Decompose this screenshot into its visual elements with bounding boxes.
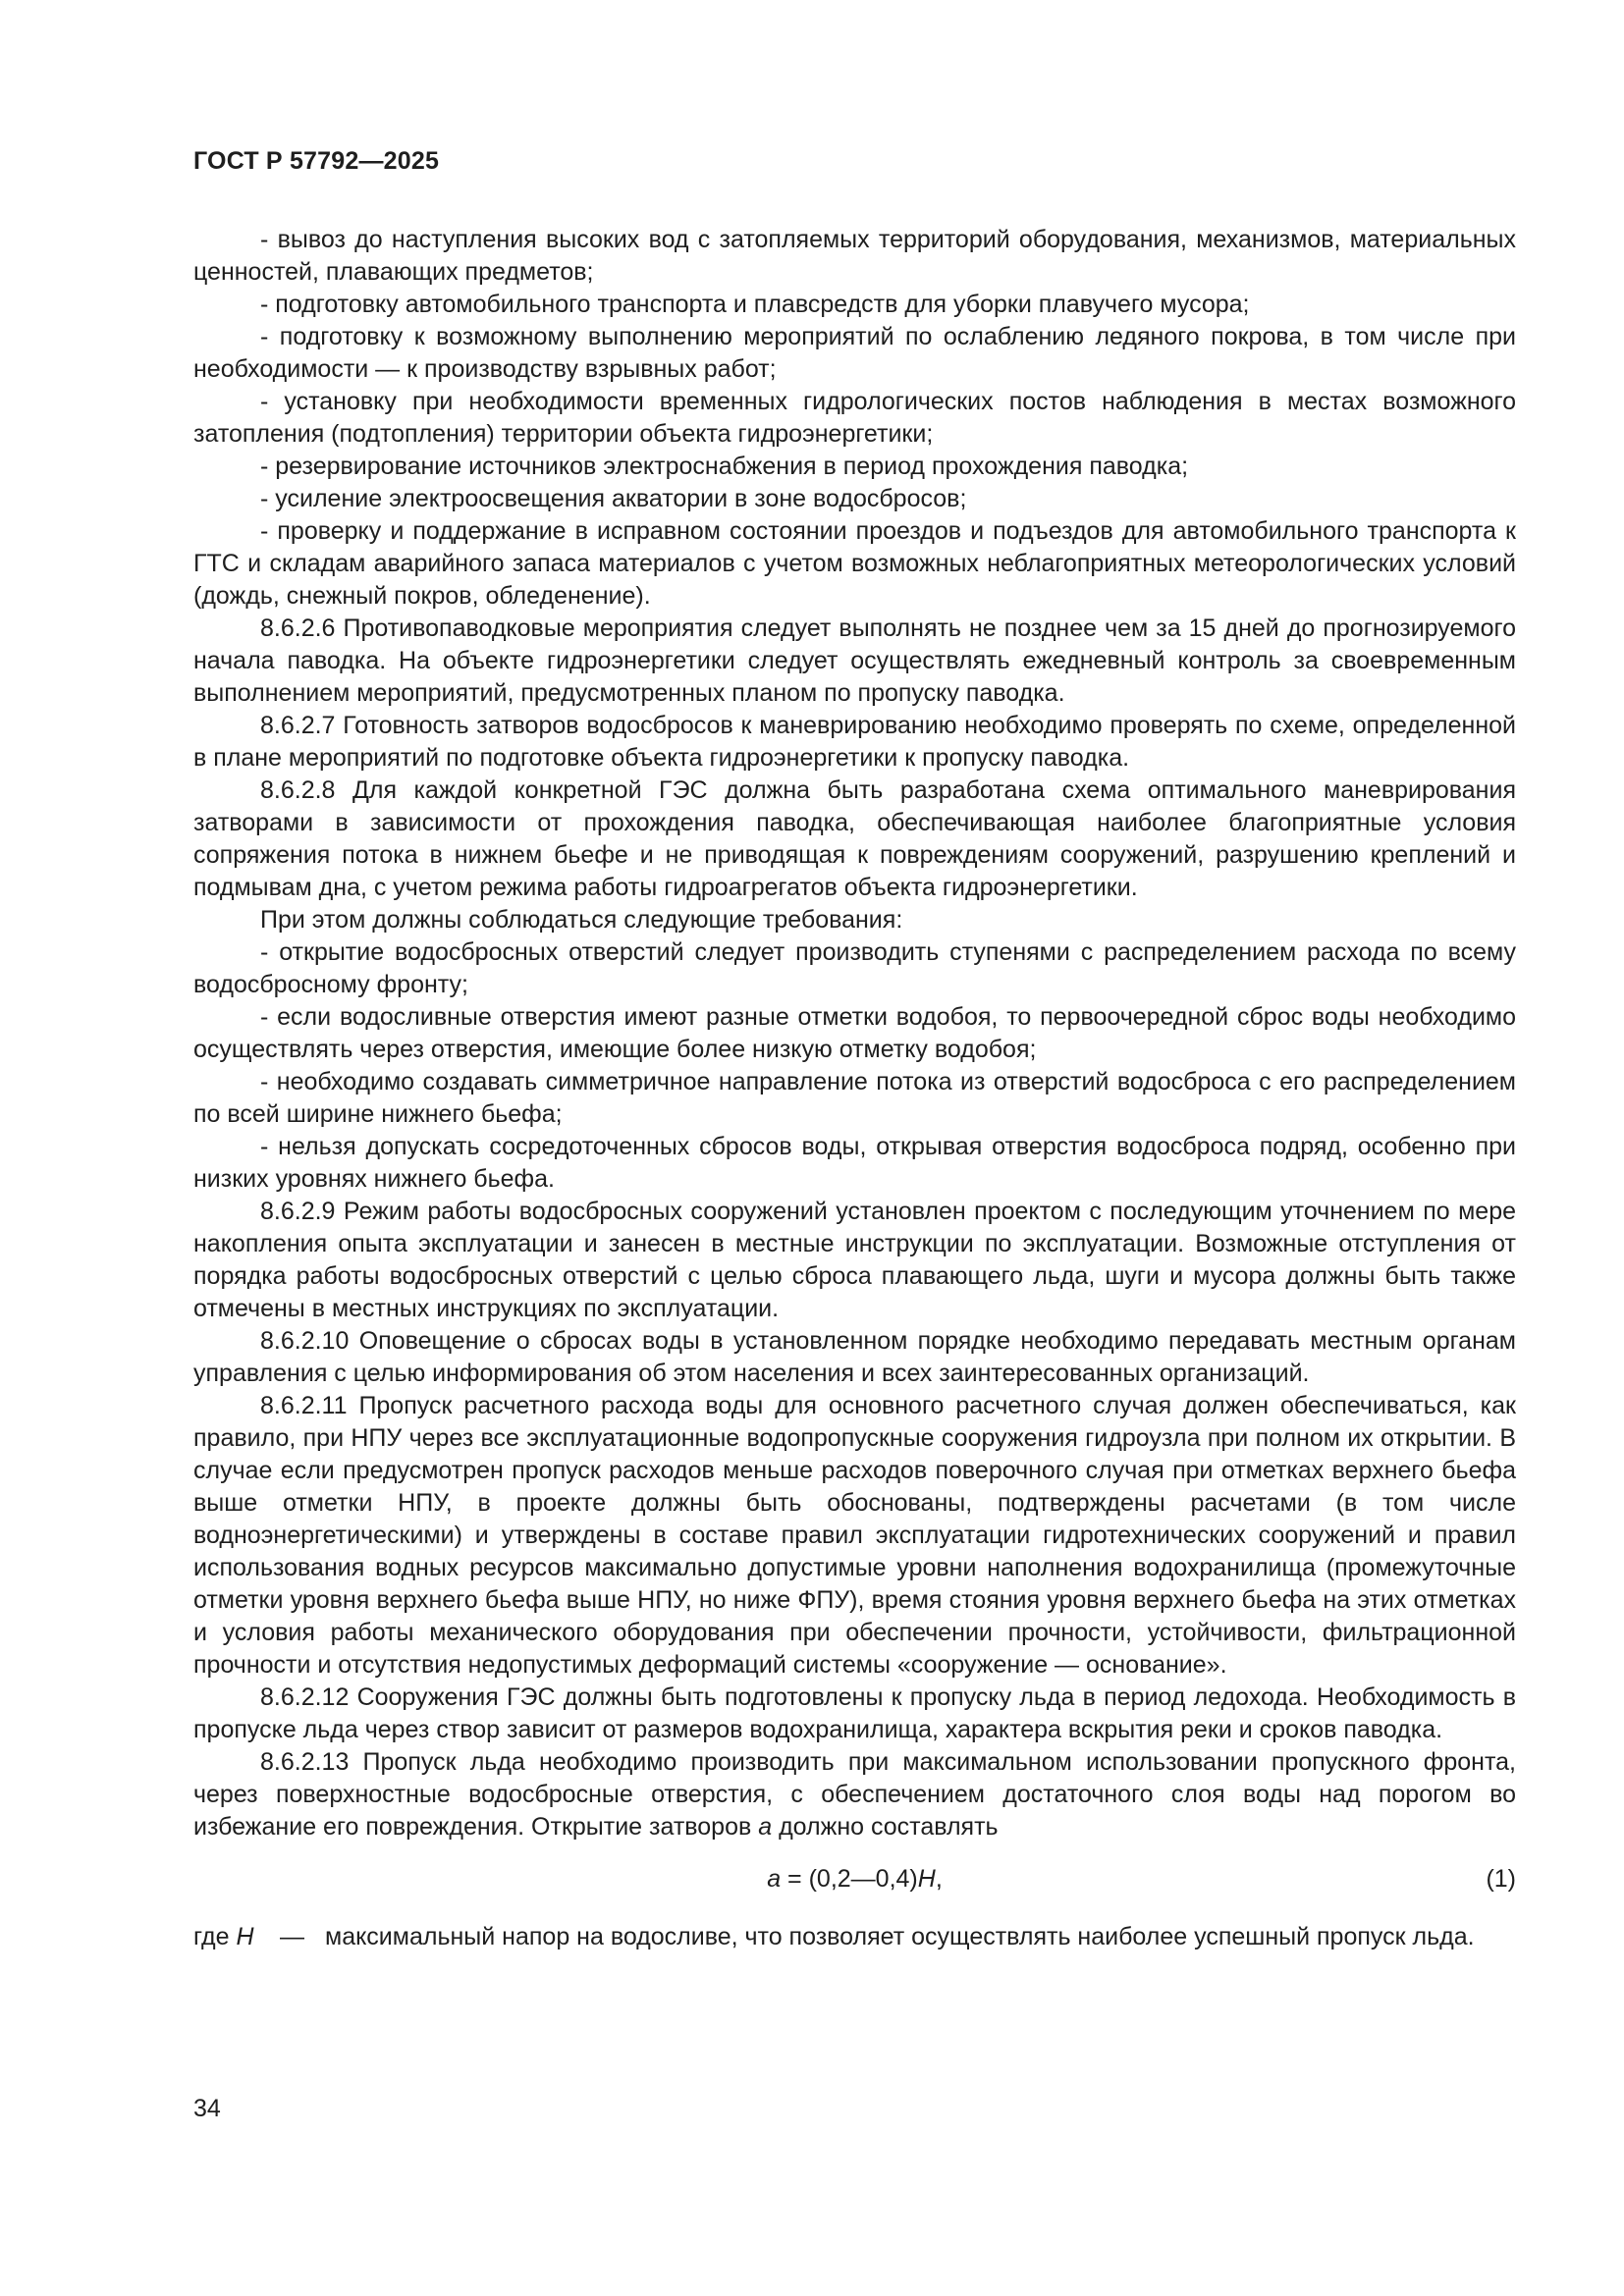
legend-text: максимальный напор на водосливе, что позволяет осуществлять наиболее успешный пропуск льда.: [325, 1923, 1475, 1950]
formula-expression: a = (0,2—0,4)H,: [767, 1865, 943, 1893]
variable-a: a: [758, 1813, 773, 1841]
paragraph: - подготовку к возможному выполнению мероприятий по ослаблению ледяного покрова, в том числе при необходимости — к производству взрывных работ;: [193, 323, 1516, 383]
paragraph: - нельзя допускать сосредоточенных сбросов воды, открывая отверстия водосброса подряд, особенно при низких уровнях нижнего бьефа.: [193, 1133, 1516, 1193]
paragraph: 8.6.2.6 Противопаводковые мероприятия следует выполнять не позднее чем за 15 дней до прогнозируемого начала паводка. На объекте гидроэнергетики следует осуществлять ежедневный контроль за своевременным выполнением мероприятий, предусмотренных планом по пропуску паводка.: [193, 614, 1516, 707]
formula-number: (1): [1486, 1865, 1516, 1893]
paragraph-8-6-2-13: 8.6.2.13 Пропуск льда необходимо производить при максимальном использовании пропускного фронта, через поверхностные водосбросные отверстия, с обеспечением достаточного слоя воды над порогом во избежание его повреждения. Открытие затворов a должно составлять: [193, 1748, 1516, 1841]
paragraph: 8.6.2.12 Сооружения ГЭС должны быть подготовлены к пропуску льда в период ледохода. Необходимость в пропуске льда через створ зависит от размеров водохранилища, характера вскрытия реки и сроков паводка.: [193, 1683, 1516, 1743]
paragraph: - открытие водосбросных отверстий следует производить ступенями с распределением расхода по всему водосбросному фронту;: [193, 938, 1516, 998]
paragraph-list: [193, 224, 1516, 1746]
paragraph: - резервирование источников электроснабжения в период прохождения паводка;: [260, 453, 1189, 480]
paragraph: - если водосливные отверстия имеют разные отметки водобоя, то первоочередной сброс воды необходимо осуществлять через отверстия, имеющие более низкую отметку водобоя;: [193, 1003, 1516, 1063]
paragraph: - проверку и поддержание в исправном состоянии проездов и подъездов для автомобильного транспорта к ГТС и складам аварийного запаса материалов с учетом возможных неблагоприятных метеорологических условий (дождь, снежный покров, обледенение).: [193, 517, 1516, 610]
paragraph: - усиление электроосвещения акватории в зоне водосбросов;: [260, 485, 967, 512]
paragraph: - необходимо создавать симметричное направление потока из отверстий водосброса с его распределением по всей ширине нижнего бьефа;: [193, 1068, 1516, 1128]
formula-legend: [193, 1921, 1516, 1953]
formula-1: [193, 1863, 1516, 1896]
legend-label: где H: [193, 1923, 254, 1950]
paragraph: - вывоз до наступления высоких вод с затопляемых территорий оборудования, механизмов, материальных ценностей, плавающих предметов;: [193, 226, 1516, 286]
paragraph: При этом должны соблюдаться следующие требования:: [260, 906, 903, 934]
page-number: 34: [193, 2095, 221, 2122]
paragraph: 8.6.2.8 Для каждой конкретной ГЭС должна быть разработана схема оптимального маневрирования затворами в зависимости от прохождения паводка, обеспечивающая наиболее благоприятные условия сопряжения потока в нижнем бьефе и не приводящая к повреждениям сооружений, разрушению креплений и подмывам дна, с учетом режима работы гидроагрегатов объекта гидроэнергетики.: [193, 776, 1516, 901]
document-body: [193, 224, 1516, 1953]
document-header: ГОСТ Р 57792—2025: [193, 147, 440, 175]
legend-dash: —: [280, 1923, 304, 1950]
paragraph: 8.6.2.7 Готовность затворов водосбросов к маневрированию необходимо проверять по схеме, определенной в плане мероприятий по подготовке объекта гидроэнергетики к пропуску паводка.: [193, 712, 1516, 772]
paragraph: 8.6.2.11 Пропуск расчетного расхода воды для основного расчетного случая должен обеспечиваться, как правило, при НПУ через все эксплуатационные водопропускные сооружения гидроузла при полном их открытии. В случае если предусмотрен пропуск расходов меньше расходов поверочного случая при отметках верхнего бьефа выше отметки НПУ, в проекте должны быть обоснованы, подтверждены расчетами (в том числе водноэнергетическими) и утверждены в составе правил эксплуатации гидротехнических сооружений и правил использования водных ресурсов максимально допустимые уровни наполнения водохранилища (промежуточные отметки уровня верхнего бьефа выше НПУ, но ниже ФПУ), время стояния уровня верхнего бьефа на этих отметках и условия работы механического оборудования при обеспечении прочности, устойчивости, фильтрационной прочности и отсутствия недопустимых деформаций системы «сооружение — основание».: [193, 1392, 1516, 1679]
paragraph: - установку при необходимости временных гидрологических постов наблюдения в местах возможного затопления (подтопления) территории объекта гидроэнергетики;: [193, 388, 1516, 448]
paragraph: 8.6.2.9 Режим работы водосбросных сооружений установлен проектом с последующим уточнением по мере накопления опыта эксплуатации и занесен в местные инструкции по эксплуатации. Возможные отступления от порядка работы водосбросных отверстий с целью сброса плавающего льда, шуги и мусора должны быть также отмечены в местных инструкциях по эксплуатации.: [193, 1198, 1516, 1322]
paragraph: - подготовку автомобильного транспорта и плавсредств для уборки плавучего мусора;: [260, 291, 1250, 318]
paragraph: 8.6.2.10 Оповещение о сбросах воды в установленном порядке необходимо передавать местным органам управления с целью информирования об этом населения и всех заинтересованных организаций.: [193, 1327, 1516, 1387]
